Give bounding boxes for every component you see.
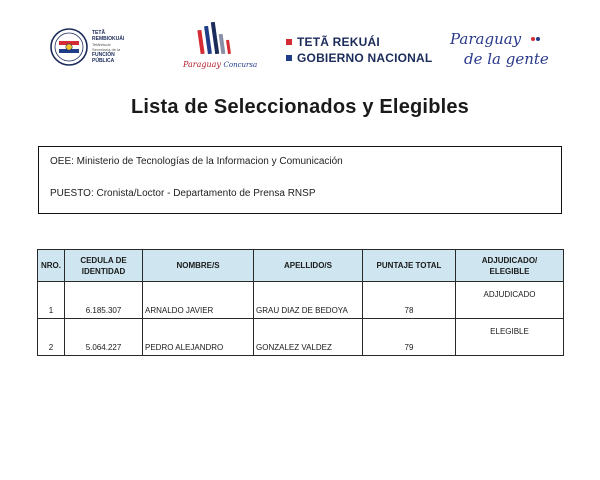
cell-cedula: 5.064.227 <box>65 319 143 356</box>
gov-line-1: TETÃ REKUÁI <box>286 34 436 50</box>
col-header-nro: NRO. <box>38 250 65 282</box>
cell-apellido: GRAU DIAZ DE BEDOYA <box>254 282 363 319</box>
sfp-logo-text: TETÃ REMBIOKUÁI Tetãrekuái Secretaría de la FUNCIÓN PÚBLICA <box>92 30 125 64</box>
table-header-row <box>38 250 564 282</box>
cell-nro: 2 <box>38 319 65 356</box>
oee-label: OEE: Ministerio de Tecnologías de la Informacion y Comunicación <box>50 156 343 167</box>
red-square-icon <box>286 39 292 45</box>
concursa-bars-icon <box>183 20 253 62</box>
cell-estado: ELEGIBLE <box>456 319 564 356</box>
cell-nombre: PEDRO ALEJANDRO <box>143 319 254 356</box>
col-header-apellido: APELLIDO/S <box>254 250 363 282</box>
cell-puntaje: 78 <box>363 282 456 319</box>
col-header-estado: ADJUDICADO/ ELEGIBLE <box>456 250 564 282</box>
pdlg-line-2: de la gente <box>464 50 549 68</box>
sfp-logo <box>50 28 150 68</box>
cell-nombre: ARNALDO JAVIER <box>143 282 254 319</box>
position-info-box <box>38 146 562 214</box>
puesto-label: PUESTO: Cronista/Loctor - Departamento de Prensa RNSP <box>50 188 316 199</box>
paraguay-de-la-gente-logo <box>446 30 556 74</box>
col-header-cedula: CEDULA DE IDENTIDAD <box>65 250 143 282</box>
cell-estado: ADJUDICADO <box>456 282 564 319</box>
results-table <box>37 249 564 356</box>
cell-puntaje: 79 <box>363 319 456 356</box>
paraguay-concursa-logo <box>183 20 258 78</box>
flag-dots-icon <box>530 36 546 42</box>
blue-square-icon <box>286 55 292 61</box>
pdlg-line-1: Paraguay <box>450 30 522 48</box>
cell-cedula: 6.185.307 <box>65 282 143 319</box>
col-header-nombre: NOMBRE/S <box>143 250 254 282</box>
table-row <box>38 282 564 319</box>
col-header-puntaje: PUNTAJE TOTAL <box>363 250 456 282</box>
concursa-wordmark: Paraguay Concursa <box>183 60 258 69</box>
cell-nro: 1 <box>38 282 65 319</box>
cell-apellido: GONZALEZ VALDEZ <box>254 319 363 356</box>
gobierno-nacional-logo <box>286 34 436 70</box>
gov-line-2: GOBIERNO NACIONAL <box>286 50 436 66</box>
table-row <box>38 319 564 356</box>
page-title: Lista de Seleccionados y Elegibles <box>130 96 470 118</box>
logo-header <box>0 0 600 90</box>
national-seal-icon <box>50 28 88 66</box>
